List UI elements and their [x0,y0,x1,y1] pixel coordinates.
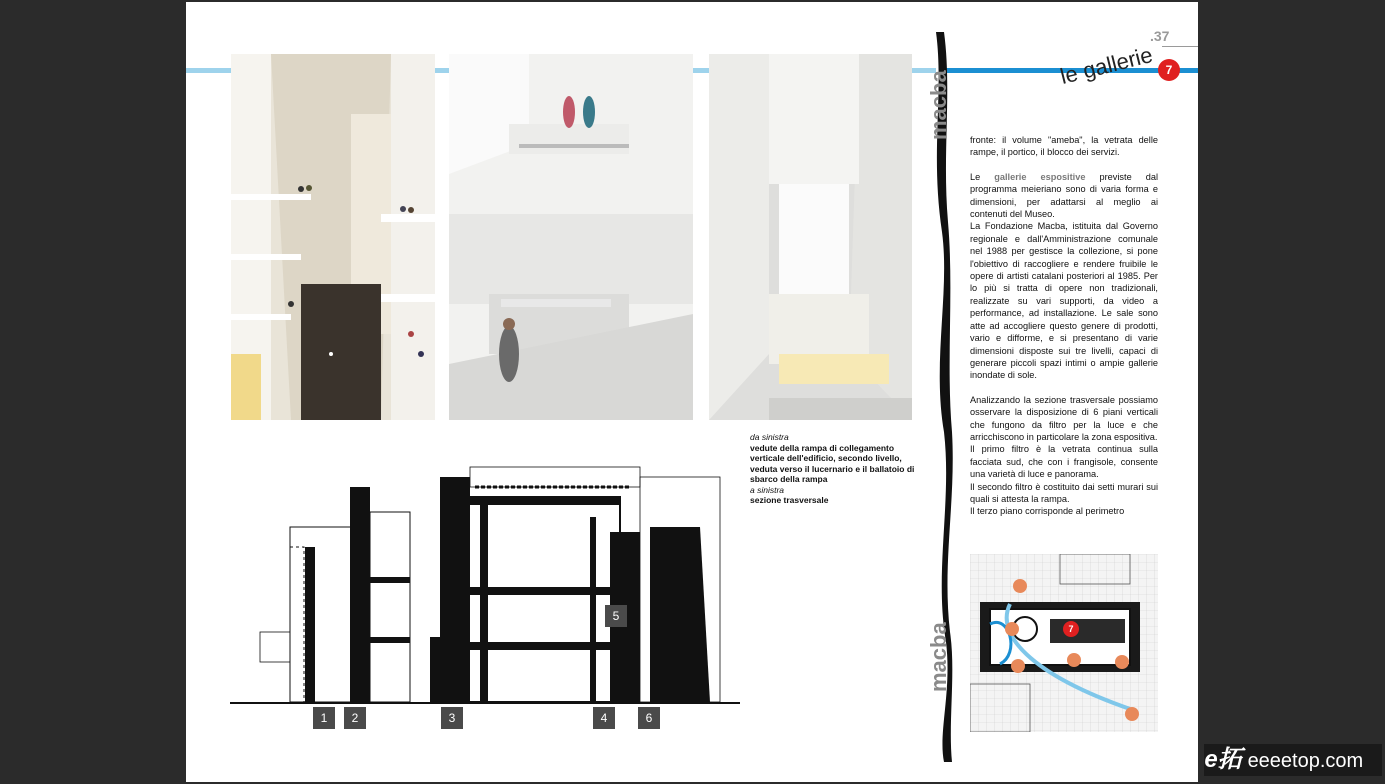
site-watermark [1204,744,1382,776]
caption-direction-1: da sinistra [750,432,789,442]
photo-skylight [709,54,912,420]
plan-marker-7: 7 [1063,621,1079,637]
watermark-logo: e拓 [1204,746,1242,773]
paragraph-7: Il terzo piano corrisponde al perimetro [970,506,1125,517]
paragraph-3: La Fondazione Macba, istituita dal Governo regionale e dall'Amministrazione comunale nel 1988 per gestisce la collezione, si pone l'obiettivo di raccogliere e rendere fruibile le opere di artisti catalani posteriori al 1985. Per lo più si tratta di opere non tradizionali, realizzate su vari supporti, da video a performance, ad installazione. Le sale sono atte ad accogliere questo genere di prodotti, vario e difforme, e si presentano di varie dimensioni disposte sui tre livelli, capaci di generare piccoli spazi intimi o ampie gallerie inondate di sole. [970,221,1158,381]
watermark-text: eeeetop.com [1247,750,1364,772]
photo-ramp-atrium [231,54,435,420]
section-number-4: 4 [593,707,615,729]
paragraph-2-end: previste dal programma meieriano sono di varia forma e dimensioni, per adattarsi al meglio ai contenuti del Museo. [970,171,1158,220]
side-word-bottom: macba [926,622,951,692]
chapter-badge: 7 [1158,59,1180,81]
paragraph-6: Il secondo filtro è costituito dai setti murari sui quali si attesta la rampa. [970,481,1158,504]
cross-section-drawing [230,457,750,742]
site-plan [970,554,1158,732]
section-title: le gallerie [1057,41,1156,90]
paragraph-2-start: Le [970,171,995,182]
caption-direction-2: a sinistra [750,484,785,495]
highlight-term: gallerie espositive [994,171,1086,182]
paragraph-4: Analizzando la sezione trasversale possiamo osservare la disposizione di 6 piani verticali che fungono da filtro per la luce e che arricchiscono in particolare la zona espositiva. [970,394,1158,442]
body-text [970,134,1158,518]
section-number-6: 6 [638,707,660,729]
section-number-3: 3 [441,707,463,729]
section-number-2: 2 [344,707,366,729]
side-word-top: macba [926,70,951,140]
page-number: .37 [1150,28,1170,44]
page-number-underline [1162,46,1198,47]
caption-text-2: sezione trasversale [750,495,829,505]
paragraph-2 [970,171,1158,221]
paragraph-1: fronte: il volume "ameba", la vetrata delle rampe, il portico, il blocco dei servizi. [970,135,1158,158]
figure-caption [750,432,922,506]
section-number-5: 5 [605,605,627,627]
section-number-1: 1 [313,707,335,729]
document-page [186,2,1198,782]
caption-text-1: vedute della rampa di collegamento verticale dell'edificio, secondo livello, veduta verso il lucernario e il ballatoio di sbarco della rampa [750,442,915,484]
photo-second-level [449,54,693,420]
paragraph-5: Il primo filtro è la vetrata continua sulla facciata sud, che con i frangisole, consente una varietà di luce e panorama. [970,444,1158,480]
